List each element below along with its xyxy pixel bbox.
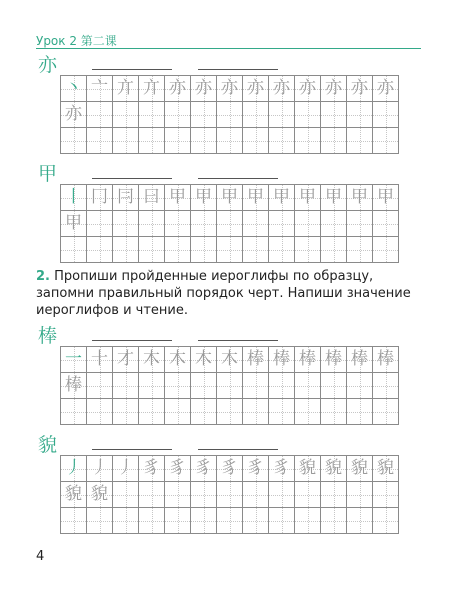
grid-cell — [321, 347, 347, 373]
exercise-number: 2. — [36, 269, 50, 284]
grid-cell[interactable] — [243, 373, 269, 399]
stroke-step-glyph: 木 — [195, 349, 212, 369]
grid-cell[interactable] — [347, 102, 373, 128]
grid-cell[interactable] — [165, 373, 191, 399]
trace-glyph: 甲 — [65, 213, 82, 233]
stroke-step-glyph: 豸 — [273, 458, 290, 478]
stroke-step-glyph: 亦 — [247, 78, 264, 98]
stroke-step-glyph: 豸 — [195, 458, 212, 478]
grid-cell[interactable] — [217, 373, 243, 399]
writing-grid — [60, 75, 399, 154]
grid-cell — [269, 185, 295, 211]
grid-cell[interactable] — [113, 482, 139, 508]
grid-cell — [61, 456, 87, 482]
grid-cell — [243, 185, 269, 211]
stroke-step-glyph: 亦 — [351, 78, 368, 98]
grid-cell[interactable] — [139, 399, 165, 425]
grid-cell — [295, 347, 321, 373]
tracing-row — [61, 211, 399, 237]
trace-glyph: 棒 — [65, 375, 82, 395]
grid-cell[interactable] — [139, 237, 165, 263]
grid-cell — [347, 185, 373, 211]
stroke-step-glyph: 甲 — [351, 187, 368, 207]
stroke-step-glyph: 亦 — [169, 78, 186, 98]
reading-blank-line[interactable] — [198, 340, 278, 341]
stroke-step-glyph: 十 — [91, 349, 108, 369]
grid-cell[interactable] — [217, 399, 243, 425]
grid-cell — [87, 76, 113, 102]
grid-cell[interactable] — [347, 399, 373, 425]
grid-cell[interactable] — [87, 128, 113, 154]
grid-cell[interactable] — [373, 237, 399, 263]
stroke-step-glyph: 丨 — [65, 187, 82, 207]
grid-cell — [61, 185, 87, 211]
practice-row — [61, 399, 399, 425]
trace-glyph: 貌 — [65, 484, 82, 504]
grid-cell[interactable] — [243, 237, 269, 263]
tracing-row — [61, 482, 399, 508]
meaning-blank-line[interactable] — [92, 449, 172, 450]
grid-cell — [243, 347, 269, 373]
grid-cell[interactable] — [373, 508, 399, 534]
exercise-instruction — [36, 268, 426, 319]
grid-cell[interactable] — [61, 237, 87, 263]
exercise-text: Пропиши пройденные иероглифы по образцу, запомни правильный порядок черт. Напиши значение иероглифов и чтение. — [36, 269, 411, 318]
stroke-step-glyph: 冂 — [91, 187, 108, 207]
stroke-step-glyph: 甲 — [247, 187, 264, 207]
stroke-step-glyph: 甲 — [221, 187, 238, 207]
grid-cell — [295, 76, 321, 102]
grid-cell — [321, 456, 347, 482]
grid-cell[interactable] — [87, 373, 113, 399]
grid-cell[interactable] — [61, 102, 87, 128]
grid-cell[interactable] — [165, 128, 191, 154]
grid-cell[interactable] — [61, 482, 87, 508]
stroke-step-glyph: 貌 — [325, 458, 342, 478]
grid-cell — [321, 76, 347, 102]
stroke-step-glyph: 亦 — [273, 78, 290, 98]
grid-cell — [87, 347, 113, 373]
stroke-step-glyph: 一 — [65, 349, 82, 369]
section-character-label: 亦 — [38, 54, 58, 76]
stroke-step-glyph: 豸 — [169, 458, 186, 478]
grid-cell[interactable] — [217, 128, 243, 154]
grid-cell[interactable] — [113, 399, 139, 425]
practice-row — [61, 508, 399, 534]
grid-cell[interactable] — [321, 237, 347, 263]
grid-cell[interactable] — [191, 211, 217, 237]
grid-cell[interactable] — [191, 482, 217, 508]
grid-cell[interactable] — [139, 102, 165, 128]
stroke-step-glyph: 木 — [143, 349, 160, 369]
stroke-step-glyph: 甲 — [169, 187, 186, 207]
grid-cell[interactable] — [321, 128, 347, 154]
grid-cell — [191, 185, 217, 211]
grid-cell — [87, 456, 113, 482]
grid-cell[interactable] — [295, 211, 321, 237]
grid-cell[interactable] — [191, 102, 217, 128]
page-number: 4 — [36, 549, 45, 564]
grid-cell[interactable] — [61, 399, 87, 425]
grid-cell[interactable] — [269, 508, 295, 534]
stroke-step-glyph: 才 — [117, 349, 134, 369]
reading-blank-line[interactable] — [198, 178, 278, 179]
stroke-step-glyph: 豸 — [143, 458, 160, 478]
grid-cell — [165, 185, 191, 211]
stroke-step-glyph: 甲 — [377, 187, 394, 207]
stroke-step-glyph: 丿 — [117, 458, 134, 478]
stroke-step-glyph: 亣 — [117, 78, 134, 98]
grid-cell[interactable] — [113, 102, 139, 128]
grid-cell[interactable] — [191, 508, 217, 534]
grid-cell — [373, 347, 399, 373]
stroke-step-glyph: 亦 — [221, 78, 238, 98]
stroke-step-glyph: 甲 — [273, 187, 290, 207]
grid-cell — [165, 76, 191, 102]
stroke-step-glyph: 亦 — [377, 78, 394, 98]
stroke-step-glyph: 甲 — [325, 187, 342, 207]
grid-cell — [347, 456, 373, 482]
stroke-step-glyph: 木 — [221, 349, 238, 369]
grid-cell — [217, 347, 243, 373]
grid-cell — [165, 347, 191, 373]
grid-cell — [61, 76, 87, 102]
grid-cell[interactable] — [269, 102, 295, 128]
meaning-blank-line[interactable] — [92, 340, 172, 341]
grid-cell[interactable] — [243, 508, 269, 534]
grid-cell — [269, 347, 295, 373]
grid-cell[interactable] — [269, 128, 295, 154]
grid-cell[interactable] — [165, 399, 191, 425]
grid-cell[interactable] — [347, 482, 373, 508]
stroke-step-glyph: 冃 — [117, 187, 134, 207]
stroke-step-glyph: 亦 — [195, 78, 212, 98]
stroke-step-glyph: 棒 — [299, 349, 316, 369]
grid-cell[interactable] — [217, 211, 243, 237]
reading-blank-line[interactable] — [198, 449, 278, 450]
stroke-step-glyph: 曰 — [143, 187, 160, 207]
grid-cell[interactable] — [87, 482, 113, 508]
grid-cell[interactable] — [295, 482, 321, 508]
stroke-step-glyph: 貌 — [377, 458, 394, 478]
grid-cell[interactable] — [165, 508, 191, 534]
stroke-step-glyph: 豸 — [247, 458, 264, 478]
section-character-label: 棒 — [38, 325, 58, 347]
grid-cell[interactable] — [321, 399, 347, 425]
grid-cell[interactable] — [139, 211, 165, 237]
grid-cell — [139, 347, 165, 373]
stroke-step-glyph: 棒 — [325, 349, 342, 369]
trace-glyph: 亦 — [65, 104, 82, 124]
writing-grid — [60, 455, 399, 534]
stroke-step-glyph: 丿 — [65, 458, 82, 478]
grid-cell[interactable] — [165, 482, 191, 508]
grid-cell[interactable] — [139, 482, 165, 508]
stroke-order-row — [61, 347, 399, 373]
grid-cell — [165, 456, 191, 482]
grid-cell[interactable] — [217, 102, 243, 128]
stroke-step-glyph: 貌 — [351, 458, 368, 478]
grid-cell[interactable] — [321, 102, 347, 128]
grid-cell[interactable] — [87, 211, 113, 237]
stroke-step-glyph: 棒 — [377, 349, 394, 369]
grid-cell[interactable] — [269, 211, 295, 237]
stroke-step-glyph: 木 — [169, 349, 186, 369]
tracing-row — [61, 102, 399, 128]
grid-cell[interactable] — [139, 508, 165, 534]
grid-cell — [191, 347, 217, 373]
stroke-step-glyph: 丿 — [91, 458, 108, 478]
grid-cell[interactable] — [61, 373, 87, 399]
grid-cell — [217, 456, 243, 482]
grid-cell — [347, 347, 373, 373]
grid-cell[interactable] — [87, 399, 113, 425]
grid-cell[interactable] — [321, 373, 347, 399]
stroke-step-glyph: 甲 — [299, 187, 316, 207]
tracing-row — [61, 373, 399, 399]
grid-cell[interactable] — [113, 373, 139, 399]
grid-cell — [269, 76, 295, 102]
grid-cell[interactable] — [295, 508, 321, 534]
grid-cell[interactable] — [165, 237, 191, 263]
stroke-order-row — [61, 185, 399, 211]
stroke-step-glyph: 豸 — [221, 458, 238, 478]
grid-cell[interactable] — [295, 102, 321, 128]
stroke-step-glyph: 亣 — [143, 78, 160, 98]
grid-cell — [191, 76, 217, 102]
grid-cell[interactable] — [347, 211, 373, 237]
grid-cell — [295, 456, 321, 482]
grid-cell — [243, 456, 269, 482]
grid-cell[interactable] — [295, 128, 321, 154]
grid-cell[interactable] — [347, 373, 373, 399]
grid-cell — [217, 185, 243, 211]
header-divider — [36, 48, 421, 49]
grid-cell[interactable] — [321, 211, 347, 237]
grid-cell — [321, 185, 347, 211]
grid-cell[interactable] — [243, 211, 269, 237]
stroke-step-glyph: 甲 — [195, 187, 212, 207]
grid-cell[interactable] — [373, 211, 399, 237]
section-character-label: 貌 — [38, 434, 58, 456]
grid-cell[interactable] — [165, 102, 191, 128]
grid-cell[interactable] — [373, 482, 399, 508]
grid-cell — [373, 76, 399, 102]
meaning-blank-line[interactable] — [92, 69, 172, 70]
grid-cell — [347, 76, 373, 102]
meaning-blank-line[interactable] — [92, 178, 172, 179]
stroke-step-glyph: 亦 — [325, 78, 342, 98]
grid-cell[interactable] — [139, 373, 165, 399]
stroke-order-row — [61, 456, 399, 482]
grid-cell[interactable] — [269, 482, 295, 508]
lesson-header: Урок 2 第二课 — [36, 34, 117, 48]
grid-cell[interactable] — [243, 399, 269, 425]
grid-cell — [87, 185, 113, 211]
grid-cell[interactable] — [347, 128, 373, 154]
grid-cell — [139, 456, 165, 482]
stroke-step-glyph: 丶 — [65, 78, 82, 98]
writing-grid — [60, 346, 399, 425]
stroke-step-glyph: 亦 — [299, 78, 316, 98]
grid-cell[interactable] — [191, 399, 217, 425]
grid-cell[interactable] — [191, 128, 217, 154]
grid-cell[interactable] — [191, 237, 217, 263]
grid-cell[interactable] — [373, 399, 399, 425]
grid-cell[interactable] — [113, 128, 139, 154]
grid-cell — [243, 76, 269, 102]
grid-cell[interactable] — [373, 128, 399, 154]
reading-blank-line[interactable] — [198, 69, 278, 70]
grid-cell[interactable] — [243, 128, 269, 154]
section-character-label: 甲 — [38, 163, 58, 185]
stroke-step-glyph: 棒 — [273, 349, 290, 369]
grid-cell — [373, 185, 399, 211]
trace-glyph: 貌 — [91, 484, 108, 504]
grid-cell — [139, 185, 165, 211]
grid-cell[interactable] — [61, 508, 87, 534]
grid-cell — [113, 456, 139, 482]
practice-row — [61, 128, 399, 154]
grid-cell[interactable] — [373, 373, 399, 399]
grid-cell[interactable] — [295, 399, 321, 425]
grid-cell[interactable] — [217, 508, 243, 534]
grid-cell[interactable] — [139, 128, 165, 154]
grid-cell[interactable] — [321, 508, 347, 534]
grid-cell[interactable] — [269, 373, 295, 399]
grid-cell — [373, 456, 399, 482]
grid-cell — [113, 76, 139, 102]
grid-cell[interactable] — [295, 237, 321, 263]
grid-cell[interactable] — [165, 211, 191, 237]
grid-cell — [113, 347, 139, 373]
grid-cell[interactable] — [243, 102, 269, 128]
stroke-order-row — [61, 76, 399, 102]
grid-cell[interactable] — [373, 102, 399, 128]
grid-cell[interactable] — [347, 508, 373, 534]
grid-cell — [191, 456, 217, 482]
stroke-step-glyph: 棒 — [351, 349, 368, 369]
grid-cell[interactable] — [87, 508, 113, 534]
grid-cell[interactable] — [113, 211, 139, 237]
grid-cell[interactable] — [87, 237, 113, 263]
grid-cell[interactable] — [243, 482, 269, 508]
grid-cell — [139, 76, 165, 102]
grid-cell[interactable] — [217, 237, 243, 263]
grid-cell[interactable] — [61, 211, 87, 237]
grid-cell — [269, 456, 295, 482]
grid-cell[interactable] — [87, 102, 113, 128]
grid-cell[interactable] — [61, 128, 87, 154]
grid-cell — [61, 347, 87, 373]
stroke-step-glyph: 棒 — [247, 349, 264, 369]
grid-cell — [113, 185, 139, 211]
grid-cell[interactable] — [321, 482, 347, 508]
grid-cell — [295, 185, 321, 211]
grid-cell[interactable] — [113, 237, 139, 263]
grid-cell[interactable] — [217, 482, 243, 508]
stroke-step-glyph: 貌 — [299, 458, 316, 478]
grid-cell[interactable] — [295, 373, 321, 399]
writing-grid — [60, 184, 399, 263]
grid-cell[interactable] — [191, 373, 217, 399]
grid-cell[interactable] — [269, 399, 295, 425]
grid-cell[interactable] — [347, 237, 373, 263]
practice-row — [61, 237, 399, 263]
grid-cell[interactable] — [269, 237, 295, 263]
stroke-step-glyph: 亠 — [91, 78, 108, 98]
grid-cell — [217, 76, 243, 102]
grid-cell[interactable] — [113, 508, 139, 534]
